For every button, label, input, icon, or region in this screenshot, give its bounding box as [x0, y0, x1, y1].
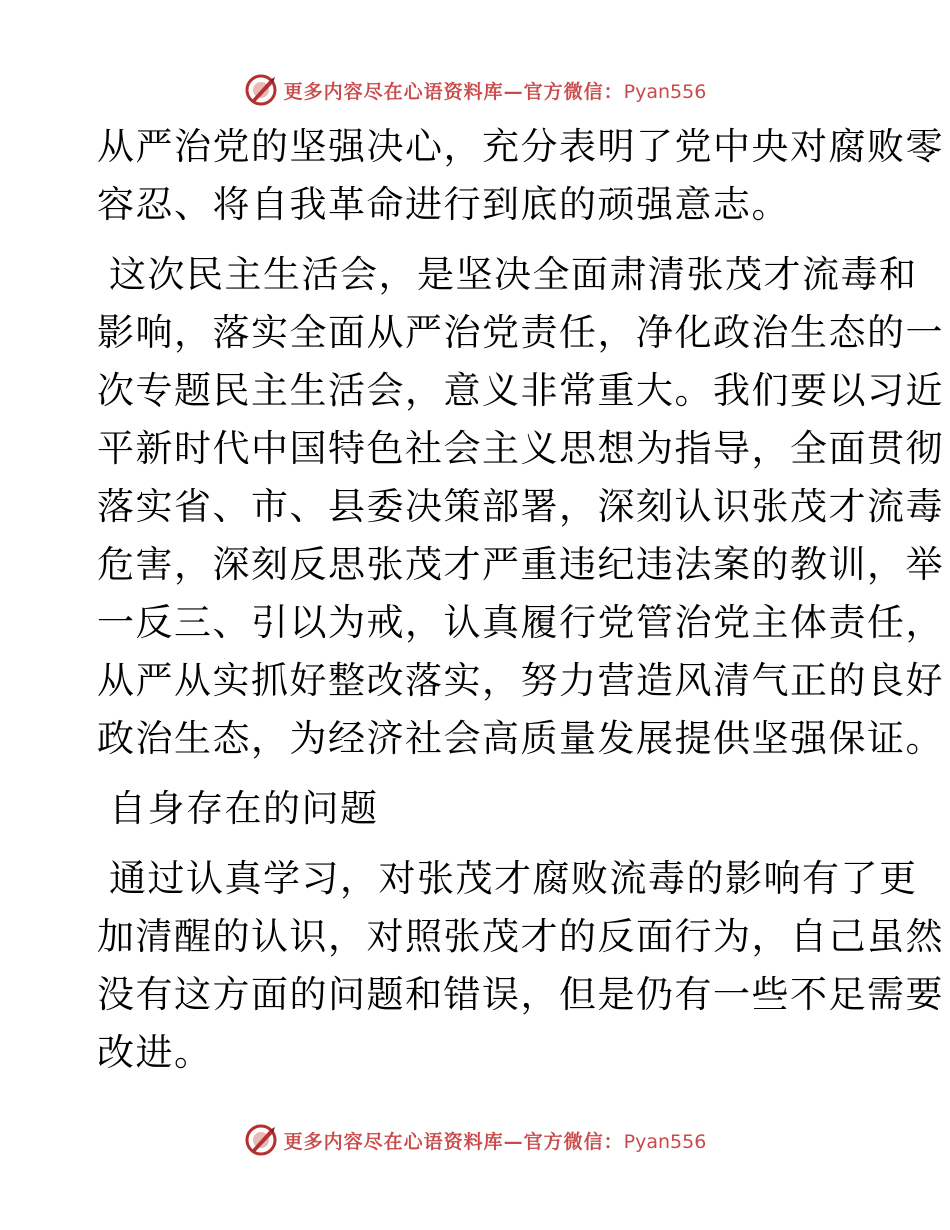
text-line: 从严从实抓好整改落实，努力营造风清气正的良好 — [97, 659, 944, 702]
text-line: 平新时代中国特色社会主义思想为指导，全面贯彻 — [97, 427, 944, 470]
banner-site-text: 更多内容尽在心语资料库—官方微信： — [283, 1130, 624, 1153]
paragraph-1 — [97, 118, 944, 234]
text-line: 通过认真学习，对张茂才腐败流毒的影响有了更 — [109, 857, 918, 900]
text-line: 危害，深刻反思张茂才严重违纪违法案的教训，举 — [97, 543, 944, 586]
banner-wechat-id: Pyan556 — [623, 80, 707, 103]
quill-pen-logo-icon — [244, 73, 278, 107]
banner-site-text: 更多内容尽在心语资料库—官方微信： — [283, 80, 624, 103]
text-line: 容忍、将自我革命进行到底的顽强意志。 — [97, 183, 790, 226]
document-body — [97, 118, 944, 1094]
text-line: 改进。 — [97, 1031, 213, 1074]
quill-pen-logo-icon — [244, 1123, 278, 1157]
text-line: 次专题民主生活会，意义非常重大。我们要以习近 — [97, 369, 944, 412]
text-line: 政治生态，为经济社会高质量发展提供坚强保证。 — [97, 717, 944, 760]
header-banner — [0, 70, 950, 110]
banner-text — [284, 1127, 707, 1154]
section-heading-text: 自身存在的问题 — [109, 787, 379, 830]
section-heading — [97, 780, 857, 838]
banner-wechat-id: Pyan556 — [623, 1130, 707, 1153]
text-line: 影响，落实全面从严治党责任，净化政治生态的一 — [97, 311, 944, 354]
paragraph-2 — [97, 246, 944, 768]
text-line: 从严治党的坚强决心，充分表明了党中央对腐败零 — [97, 125, 944, 168]
text-line: 加清醒的认识，对照张茂才的反面行为，自己虽然 — [97, 915, 944, 958]
text-line: 落实省、市、县委决策部署，深刻认识张茂才流毒 — [97, 485, 944, 528]
text-line: 这次民主生活会，是坚决全面肃清张茂才流毒和 — [109, 253, 918, 296]
text-line: 一反三、引以为戒，认真履行党管治党主体责任， — [97, 601, 944, 644]
footer-banner — [0, 1120, 950, 1160]
text-line: 没有这方面的问题和错误，但是仍有一些不足需要 — [97, 973, 944, 1016]
paragraph-3 — [97, 850, 944, 1082]
banner-text — [284, 77, 707, 104]
